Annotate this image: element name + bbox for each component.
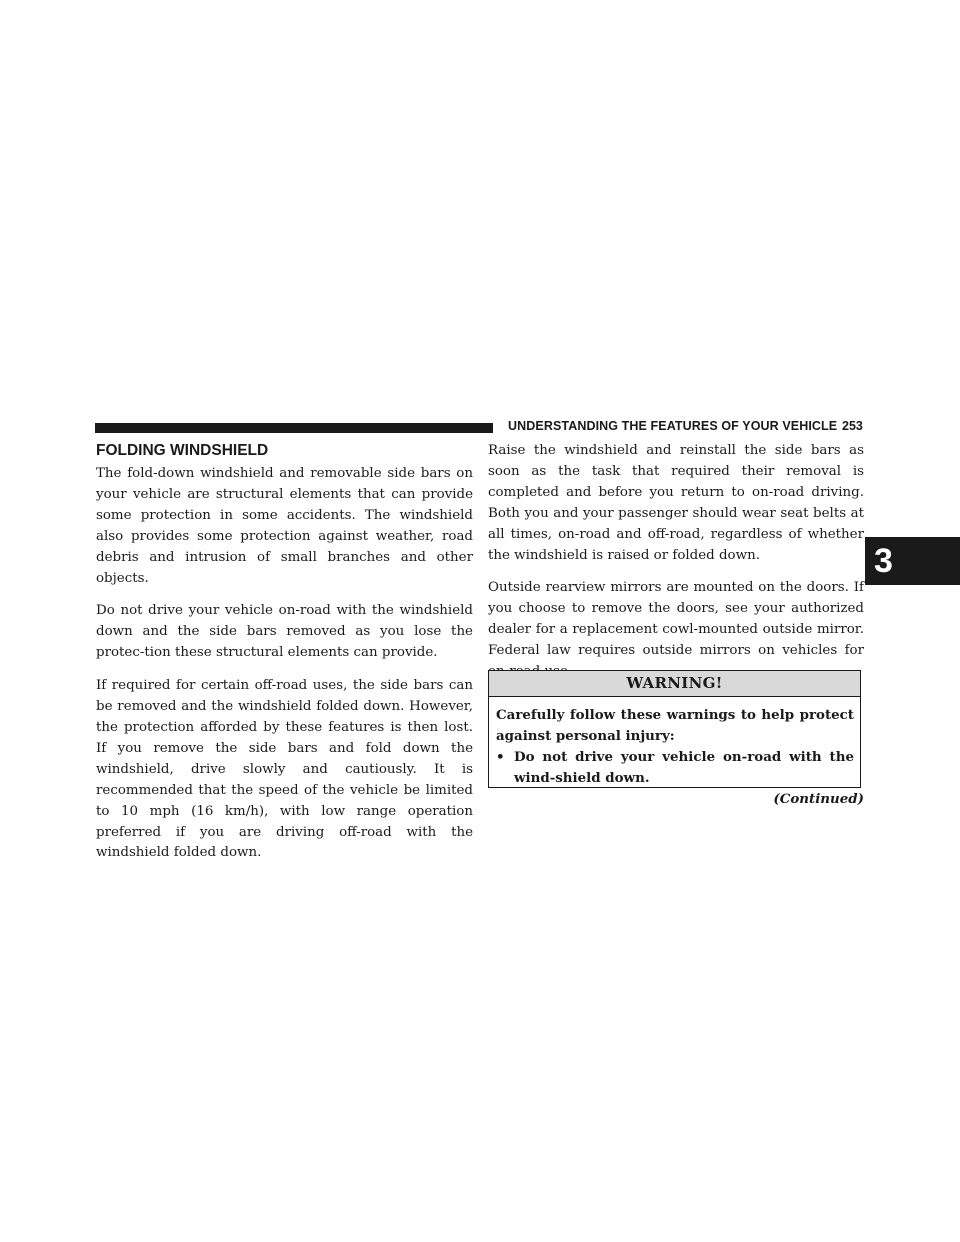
warning-box bbox=[488, 670, 861, 788]
warning-title: WARNING! bbox=[489, 671, 860, 697]
left-column bbox=[96, 441, 473, 876]
warning-intro: Carefully follow these warnings to help protect against personal injury: bbox=[496, 707, 854, 744]
chapter-tab-number: 3 bbox=[874, 542, 893, 580]
paragraph: If required for certain off-road uses, the side bars can be removed and the windshield folded down. However, the protection afforded by these features is then lost. If you remove the side bars and fold down the windshield, drive slowly and cautiously. It is recommended that the speed of the vehicle be limited to 10 mph (16 km/h), with low range operation preferred if you are driving off-road with the windshield folded down. bbox=[96, 678, 473, 861]
paragraph: Raise the windshield and reinstall the side bars as soon as the task that required their removal is completed and before you return to on-road driving. Both you and your passenger should wear seat belts at all times, on-road and off-road, regardless of whether the windshield is raised or folded down. bbox=[488, 443, 864, 563]
section-heading: FOLDING WINDSHIELD bbox=[96, 442, 269, 459]
paragraph: Do not drive your vehicle on-road with the windshield down and the side bars removed as you lose the protec-tion these structural elements can provide. bbox=[96, 603, 473, 661]
right-column bbox=[488, 441, 864, 695]
warning-body bbox=[489, 697, 860, 788]
continued-note: (Continued) bbox=[773, 791, 864, 807]
warning-bullet-text: Do not drive your vehicle on-road with the wind-shield down. bbox=[514, 749, 854, 786]
running-header-title: UNDERSTANDING THE FEATURES OF YOUR VEHICLE bbox=[508, 419, 838, 433]
page-number: 253 bbox=[842, 419, 863, 433]
paragraph: Outside rearview mirrors are mounted on the doors. If you choose to remove the doors, see your authorized dealer for a replacement cowl-mounted outside mirror. Federal law requires outside mirrors on vehicles for bbox=[488, 580, 864, 659]
paragraph: The fold-down windshield and removable side bars on your vehicle are structural elements that can provide some protection in some accidents. The windshield also provides some protection against weather, road debris and intrusion of small branches and other objects. bbox=[96, 466, 473, 586]
header-rule bbox=[95, 423, 493, 433]
warning-bullet-item bbox=[496, 747, 854, 788]
bullet-icon: • bbox=[496, 749, 505, 765]
